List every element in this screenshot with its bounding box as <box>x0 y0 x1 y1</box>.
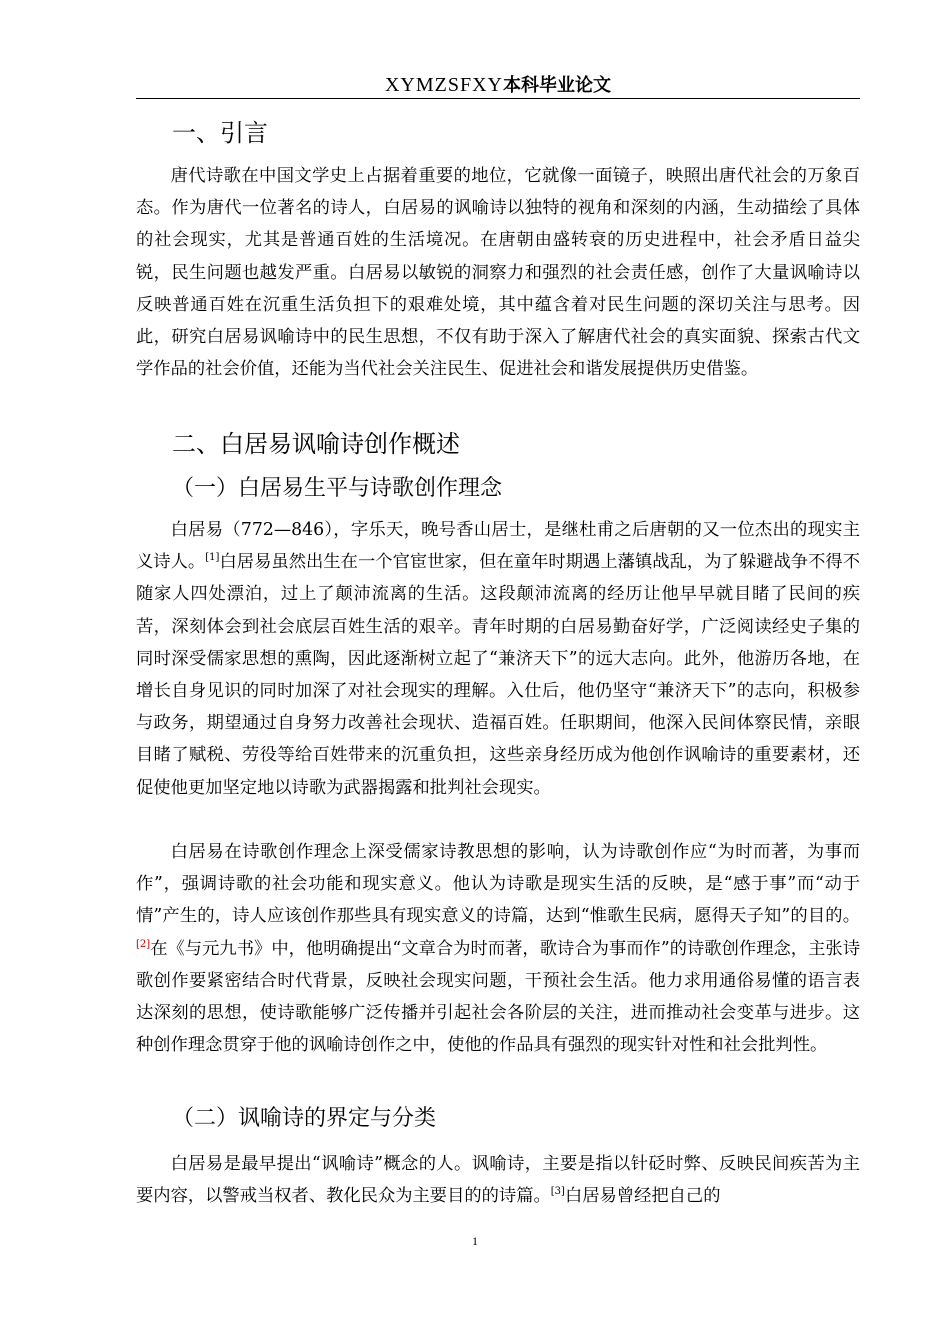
section-heading-overview: 二、白居易讽喻诗创作概述 <box>172 430 460 458</box>
biography-text-rest: 白居易虽然出生在一个官宦世家，但在童年时期遇上藩镇战乱，为了躲避战争不得不随家人四处漂泊，过上了颠沛流离的生活。这段颠沛流离的经历让他早早就目睹了民间的疾苦，深刻体会到社会底层百姓生活的艰辛。青年时期的白居易勤奋好学，广泛阅读经史子集的同时深受儒家思想的熏陶，因此逐渐树立起了“兼济天下”的远大志向。此外，他游历各地，在增长自身见识的同时加深了对社会现实的理解。入仕后，他仍坚守“兼济天下”的志向，积极参与政务，期望通过自身努力改善社会现状、造福百姓。任职期间，他深入民间体察民情，亲眼目睹了赋税、劳役等给百姓带来的沉重负担，这些亲身经历成为他创作讽喻诗的重要素材，还促使他更加坚定地以诗歌为武器揭露和批判社会现实。 <box>136 552 860 798</box>
creative-theory-text-start: 白居易在诗歌创作理念上深受儒家诗教思想的影响，认为诗歌创作应“为时而著，为事而作”，强调诗歌的社会功能和现实意义。他认为诗歌是现实生活的反映，是“感于事”而“动于情”产生的，诗人应该创作那些具有现实意义的诗篇，达到“惟歌生民病，愿得天子知”的目的。 <box>136 842 860 927</box>
subsection-heading-definition: （二）讽喻诗的界定与分类 <box>172 1106 437 1131</box>
definition-paragraph <box>136 1148 860 1212</box>
creative-theory-paragraph <box>136 836 860 1061</box>
page-number: 1 <box>472 1234 478 1248</box>
biography-text-start: 白居易（772—846），字乐天，晚号香山居士，是继杜甫之后唐朝的又一位杰出的现实主义诗人。 <box>136 520 860 573</box>
page-header <box>136 74 860 97</box>
definition-text-start: 白居易是最早提出“讽喻诗”概念的人。讽喻诗，主要是指以针砭时弊、反映民间疾苦为主要内容，以警戒当权者、教化民众为主要目的的诗篇。 <box>136 1154 860 1207</box>
introduction-paragraph: 唐代诗歌在中国文学史上占据着重要的地位，它就像一面镜子，映照出唐代社会的万象百态。作为唐代一位著名的诗人，白居易的讽喻诗以独特的视角和深刻的内涵，生动描绘了具体的社会现实，尤其是普通百姓的生活境况。在唐朝由盛转衰的历史进程中，社会矛盾日益尖锐，民生问题也越发严重。白居易以敏锐的洞察力和强烈的社会责任感，创作了大量讽喻诗以反映普通百姓在沉重生活负担下的艰难处境，其中蕴含着对民生问题的深切关注与思考。因此，研究白居易讽喻诗中的民生思想，不仅有助于深入了解唐代社会的真实面貌、探索古代文学作品的社会价值，还能为当代社会关注民生、促进社会和谐发展提供历史借鉴。 <box>136 166 860 380</box>
creative-theory-text-rest: 在《与元九书》中，他明确提出“文章合为时而著，歌诗合为事而作”的诗歌创作理念，主张诗歌创作要紧密结合时代背景，反映社会现实问题，干预社会生活。他力求用通俗易懂的语言表达深刻的思想，使诗歌能够广泛传播并引起社会各阶层的关注，进而推动社会变革与进步。这种创作理念贯穿于他的讽喻诗创作之中，使他的作品具有强烈的现实针对性和社会批判性。 <box>136 938 860 1056</box>
header-thesis-label: 本科毕业论文 <box>503 75 612 96</box>
section-heading-introduction: 一、引言 <box>172 119 268 147</box>
header-school-code: XYMZSFXY <box>384 74 504 96</box>
biography-paragraph <box>136 514 860 804</box>
citation-3[interactable]: [3] <box>550 1186 565 1198</box>
header-rule <box>136 98 860 99</box>
subsection-heading-biography: （一）白居易生平与诗歌创作理念 <box>172 476 503 501</box>
definition-text-rest: 白居易曾经把自己的 <box>564 1186 721 1207</box>
citation-1[interactable]: [1] <box>205 552 220 564</box>
citation-2[interactable]: [2] <box>136 938 151 950</box>
